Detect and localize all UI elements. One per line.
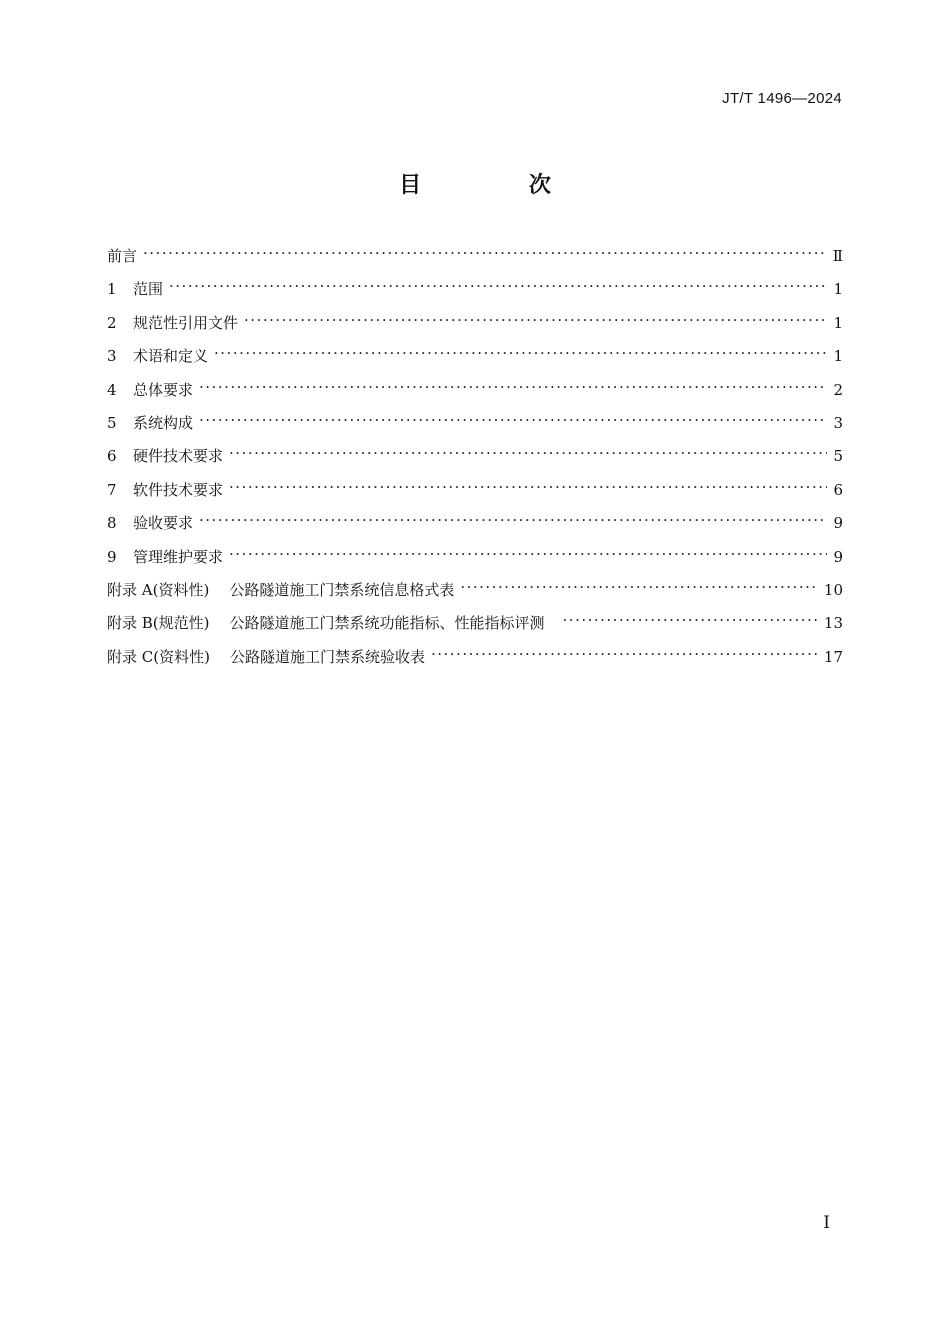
toc-entry-page: 9 xyxy=(833,514,843,533)
toc-entry-number: 3 xyxy=(107,347,117,366)
dot-leader xyxy=(244,304,827,337)
appendix-kind: (资料性) xyxy=(152,580,210,599)
table-of-contents xyxy=(107,240,843,674)
toc-entry-number: 4 xyxy=(107,380,117,399)
toc-entry-page: 1 xyxy=(833,280,843,299)
toc-entry-4[interactable] xyxy=(107,374,843,407)
toc-entry-1[interactable] xyxy=(107,273,843,306)
toc-entry-page: 13 xyxy=(823,614,843,633)
toc-entry-label: 硬件技术要求 xyxy=(133,447,224,466)
toc-entry-appendix-a[interactable] xyxy=(107,574,843,607)
toc-entry-page: Ⅱ xyxy=(832,247,843,265)
dot-leader xyxy=(229,471,827,504)
toc-entry-number: 8 xyxy=(107,514,117,533)
toc-entry-9[interactable] xyxy=(107,541,843,574)
toc-entry-appendix-c[interactable] xyxy=(107,641,843,674)
toc-entry-label: 公路隧道施工门禁系统功能指标、性能指标评测 xyxy=(229,614,545,633)
toc-entry-label: 总体要求 xyxy=(133,380,194,399)
appendix-number: 附录 B xyxy=(107,614,153,633)
toc-entry-8[interactable] xyxy=(107,507,843,540)
toc-entry-number: 9 xyxy=(107,547,117,566)
dot-leader xyxy=(199,371,827,404)
toc-entry-number: 7 xyxy=(107,480,117,499)
toc-entry-6[interactable] xyxy=(107,440,843,473)
toc-entry-page: 3 xyxy=(833,413,843,432)
dot-leader xyxy=(563,604,818,637)
toc-entry-page: 9 xyxy=(833,547,843,566)
toc-entry-2[interactable] xyxy=(107,307,843,340)
toc-entry-number: 6 xyxy=(107,447,117,466)
page-title: 目 次 xyxy=(399,173,601,198)
toc-entry-label: 验收要求 xyxy=(133,514,194,533)
toc-entry-3[interactable] xyxy=(107,340,843,373)
toc-entry-page: 17 xyxy=(823,647,843,666)
toc-entry-page: 10 xyxy=(823,580,843,599)
toc-entry-label: 术语和定义 xyxy=(133,347,209,366)
toc-entry-label: 前言 xyxy=(107,247,138,265)
toc-entry-label: 公路隧道施工门禁系统信息格式表 xyxy=(229,580,455,599)
dot-leader xyxy=(229,538,827,571)
appendix-kind: (规范性) xyxy=(152,614,210,633)
toc-entry-foreword[interactable] xyxy=(107,240,843,273)
toc-entry-number: 2 xyxy=(107,313,117,332)
toc-entry-5[interactable] xyxy=(107,407,843,440)
dot-leader xyxy=(199,404,827,437)
toc-entry-7[interactable] xyxy=(107,474,843,507)
toc-entry-page: 2 xyxy=(833,380,843,399)
toc-entry-number: 5 xyxy=(107,413,117,432)
appendix-number: 附录 C xyxy=(107,647,154,666)
toc-entry-page: 1 xyxy=(833,313,843,332)
toc-entry-page: 6 xyxy=(833,480,843,499)
toc-entry-page: 5 xyxy=(833,447,843,466)
dot-leader xyxy=(143,237,827,270)
dot-leader xyxy=(199,504,827,537)
dot-leader xyxy=(169,270,827,303)
appendix-number: 附录 A xyxy=(107,580,153,599)
toc-entry-label: 公路隧道施工门禁系统验收表 xyxy=(229,647,425,666)
dot-leader xyxy=(229,437,827,470)
dot-leader xyxy=(460,571,818,604)
toc-entry-label: 软件技术要求 xyxy=(133,480,224,499)
toc-entry-label: 规范性引用文件 xyxy=(133,313,239,332)
dot-leader xyxy=(214,337,827,370)
standard-code: JT/T 1496—2024 xyxy=(722,90,842,107)
page-number: Ⅰ xyxy=(823,1213,830,1233)
toc-entry-label: 管理维护要求 xyxy=(133,547,224,566)
toc-entry-label: 系统构成 xyxy=(133,413,194,432)
toc-entry-page: 1 xyxy=(833,347,843,366)
dot-leader xyxy=(431,638,818,671)
toc-entry-label: 范围 xyxy=(133,280,164,299)
toc-entry-number: 1 xyxy=(107,280,117,299)
appendix-kind: (资料性) xyxy=(153,647,210,666)
toc-entry-appendix-b[interactable] xyxy=(107,607,843,640)
